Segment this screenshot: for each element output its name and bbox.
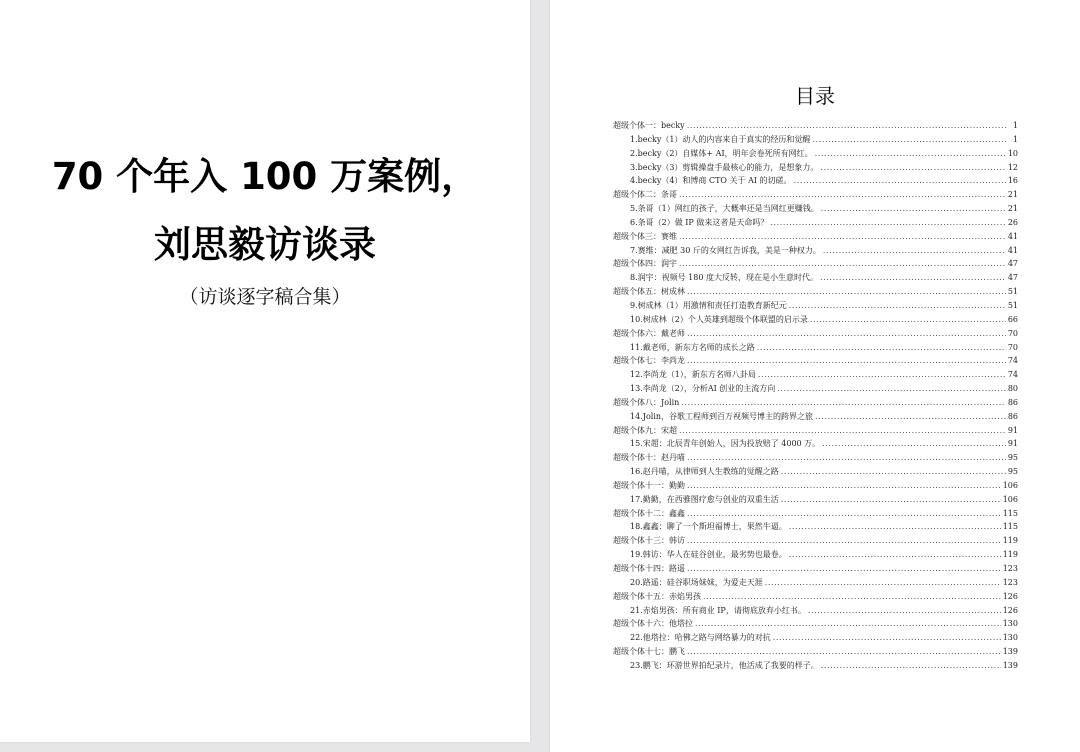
toc-entry-number: 22. — [630, 633, 643, 643]
toc-entry-label: 鹏飞：环游世界拍纪录片，他活成了我要的样子。 — [642, 660, 819, 670]
toc-section[interactable] — [613, 534, 1018, 548]
toc-entry-label: 戴老师，新东方名师的成长之路 — [642, 342, 755, 352]
toc-entry[interactable] — [613, 271, 1018, 285]
toc-page-number: 16 — [1007, 176, 1018, 186]
toc-entry-label: 超级个体四：润宇 — [613, 259, 677, 269]
toc-leader-dots — [695, 617, 1001, 631]
toc-entry-number: 16. — [630, 467, 643, 477]
toc-leader-dots — [808, 604, 1001, 618]
toc-entry[interactable] — [613, 161, 1018, 175]
toc-leader-dots — [679, 230, 1006, 244]
toc-leader-dots — [820, 161, 1005, 175]
cover-title-line2: 刘思毅访谈录 — [154, 223, 376, 266]
toc-entry-number: 19. — [630, 550, 643, 560]
toc-entry-number: 15. — [630, 439, 643, 449]
toc-section[interactable] — [613, 451, 1018, 465]
toc-entry[interactable] — [613, 244, 1018, 258]
toc-page-number: 86 — [1007, 411, 1018, 421]
toc-entry[interactable] — [613, 604, 1018, 618]
toc-leader-dots — [820, 271, 1006, 285]
toc-leader-dots — [758, 368, 1006, 382]
toc-entry-label: 路遥：硅谷职场妹妹，为爱走天涯 — [642, 577, 763, 587]
toc-leader-dots — [765, 576, 1001, 590]
toc-section[interactable] — [613, 230, 1018, 244]
toc-section[interactable] — [613, 188, 1018, 202]
toc-entry[interactable] — [613, 133, 1018, 147]
toc-page-number: 123 — [1002, 577, 1018, 587]
toc-page-number: 115 — [1002, 522, 1018, 532]
toc-entry-label: 超级个体三：赛维 — [613, 231, 677, 241]
toc-entry-label: 李尚龙（1），新东方名师八卦局 — [642, 370, 756, 380]
toc-page-number: 119 — [1002, 536, 1018, 546]
toc-page-number: 1 — [1012, 134, 1018, 144]
toc-leader-dots — [681, 396, 1006, 410]
toc-page-number: 95 — [1007, 453, 1018, 463]
toc-entry-number: 2. — [630, 148, 638, 158]
toc-section[interactable] — [613, 354, 1018, 368]
toc-entry-label: 赵丹喵，从律师到人生教练的觉醒之路 — [642, 467, 779, 477]
toc-entry[interactable] — [613, 576, 1018, 590]
toc-entry-label: 赛维：减肥 30 斤的女网红告诉我，美是一种权力。 — [637, 245, 821, 255]
cover-title-line1: 70 个年入 100 万案例， — [51, 155, 479, 198]
toc-entry-label: 超级个体十四：路遥 — [613, 564, 685, 573]
toc-entry-number: 18. — [630, 522, 643, 532]
toc-entry-label: 润宇：视频号 180 度大反转，现在是小生意时代。 — [637, 273, 818, 283]
toc-leader-dots — [815, 147, 1006, 161]
toc-entry[interactable] — [613, 147, 1018, 161]
toc-page-number: 126 — [1002, 591, 1018, 601]
toc-leader-dots — [789, 299, 1006, 313]
toc-leader-dots — [781, 465, 1006, 479]
toc-page-number: 106 — [1002, 480, 1018, 490]
toc-entry-number: 3. — [630, 162, 638, 172]
toc-page-number: 91 — [1007, 439, 1018, 449]
toc-leader-dots — [823, 244, 1006, 258]
toc-entry[interactable] — [613, 410, 1018, 424]
toc-entry-label: 条哥（2）做 IP 做来这者是天命吗？ — [637, 217, 769, 227]
toc-page-number: 139 — [1002, 647, 1018, 657]
toc-page-number: 74 — [1007, 356, 1018, 366]
toc-section[interactable] — [613, 285, 1018, 299]
toc-page-number: 74 — [1007, 370, 1018, 380]
toc-entry[interactable] — [613, 437, 1018, 451]
cover-page — [0, 0, 530, 742]
toc-entry-label: 李尚龙（2），分析AI 创业的主流方向 — [642, 384, 776, 394]
toc-page-number: 86 — [1007, 397, 1018, 407]
toc-entry-number: 13. — [630, 384, 643, 394]
toc-page-number: 80 — [1007, 384, 1018, 394]
toc-leader-dots — [810, 313, 1006, 327]
toc-leader-dots — [679, 188, 1006, 202]
toc-page-number: 51 — [1007, 300, 1018, 310]
toc-entry-number: 17. — [630, 494, 643, 504]
toc-section[interactable] — [613, 396, 1018, 410]
toc-entry-label: 鑫鑫：聊了一个斯坦福博士，果然牛逼。 — [642, 522, 787, 532]
toc-entry-number: 20. — [630, 577, 643, 587]
toc-leader-dots — [687, 119, 1006, 133]
toc-entry-label: 赤焰男孩：所有商业 IP，请彻底放弃小红书。 — [642, 605, 806, 615]
toc-page-number: 139 — [1002, 660, 1018, 670]
toc-entry[interactable] — [613, 341, 1018, 355]
toc-section[interactable] — [613, 617, 1018, 631]
toc-leader-dots — [687, 534, 1001, 548]
toc-page-number: 91 — [1007, 425, 1018, 435]
toc-section[interactable] — [613, 119, 1018, 133]
toc-leader-dots — [789, 548, 1001, 562]
toc-leader-dots — [687, 479, 1001, 493]
toc-page-number: 66 — [1007, 314, 1018, 324]
toc-leader-dots — [821, 202, 1006, 216]
toc-page-number: 51 — [1007, 287, 1018, 297]
toc-entry-label: becky（2）自媒体+ AI，明年会卷死所有网红。 — [637, 148, 813, 158]
toc-entry[interactable] — [613, 202, 1018, 216]
toc-page-number: 119 — [1002, 550, 1018, 560]
toc-page-number: 26 — [1007, 217, 1018, 227]
toc-entry-number: 8. — [630, 273, 638, 283]
toc-section[interactable] — [613, 645, 1018, 659]
toc-heading: 目录 — [795, 84, 835, 108]
toc-entry[interactable] — [613, 659, 1018, 673]
toc-entry-number: 9. — [630, 300, 638, 310]
toc-entry-number: 23. — [630, 660, 643, 670]
toc-entry-label: 超级个体一：becky — [613, 121, 685, 130]
toc-list — [613, 119, 1018, 673]
toc-entry-label: 超级个体十三：韩访 — [613, 536, 685, 546]
toc-entry-label: 他塔拉：哈佛之路与网络暴力的对抗 — [642, 633, 771, 643]
toc-entry-number: 6. — [630, 217, 638, 227]
toc-entry-label: 勤勤，在西雅图疗愈与创业的双重生活 — [642, 494, 779, 504]
toc-entry[interactable] — [613, 313, 1018, 327]
toc-section[interactable] — [613, 479, 1018, 493]
toc-leader-dots — [687, 645, 1001, 659]
toc-leader-dots — [815, 410, 1006, 424]
toc-entry[interactable] — [613, 520, 1018, 534]
toc-page-number: 95 — [1007, 467, 1018, 477]
toc-entry-label: 超级个体七：李尚龙 — [613, 356, 685, 366]
toc-entry-label: 超级个体八：Jolin — [613, 397, 680, 407]
toc-section[interactable] — [613, 590, 1018, 604]
toc-entry-label: 超级个体十：赵丹喵 — [613, 453, 685, 463]
toc-page-number: 12 — [1007, 162, 1018, 172]
toc-entry-number: 4. — [630, 176, 638, 186]
toc-entry-number: 1. — [630, 134, 638, 144]
toc-entry-number: 12. — [630, 370, 643, 380]
toc-leader-dots — [812, 133, 1006, 147]
toc-leader-dots — [777, 382, 1006, 396]
toc-page-number: 70 — [1007, 342, 1018, 352]
toc-leader-dots — [794, 174, 1006, 188]
toc-entry[interactable] — [613, 299, 1018, 313]
toc-leader-dots — [687, 562, 1001, 576]
toc-entry-label: 树成林（1）用激情和责任打造教育新纪元 — [637, 300, 787, 310]
toc-entry[interactable] — [613, 465, 1018, 479]
toc-entry-label: becky（3）剪辑操盘手最核心的能力，是想象力。 — [637, 162, 819, 172]
toc-entry[interactable] — [613, 382, 1018, 396]
toc-page-number: 115 — [1002, 508, 1018, 518]
toc-entry-label: 超级个体十二：鑫鑫 — [613, 508, 685, 518]
toc-leader-dots — [687, 507, 1001, 521]
toc-section[interactable] — [613, 507, 1018, 521]
toc-leader-dots — [703, 590, 1001, 604]
toc-entry-number: 21. — [630, 605, 643, 615]
toc-page-number: 47 — [1007, 273, 1018, 283]
toc-entry-number: 7. — [630, 245, 638, 255]
toc-page-number: 123 — [1002, 564, 1018, 573]
toc-leader-dots — [773, 631, 1001, 645]
toc-entry[interactable] — [613, 174, 1018, 188]
toc-entry-label: 韩访：华人在硅谷创业，最劣势也最卷。 — [642, 550, 787, 560]
toc-entry-number: 5. — [630, 204, 638, 214]
toc-entry-label: 超级个体十五：赤焰男孩 — [613, 591, 701, 601]
toc-entry-label: becky（1）动人的内容来自于真实的经历和觉醒 — [637, 134, 811, 144]
toc-entry-label: 超级个体九：宋超 — [613, 425, 677, 435]
toc-leader-dots — [687, 285, 1006, 299]
toc-page-number: 21 — [1007, 204, 1018, 214]
toc-page-number: 70 — [1007, 328, 1018, 338]
toc-entry-label: becky（4）和博商 CTO 关于 AI 的切磋。 — [637, 176, 792, 186]
toc-page-number: 41 — [1007, 231, 1018, 241]
toc-entry-label: 条哥（1）网红的孩子，大概率还是当网红更赚钱。 — [637, 204, 819, 214]
toc-entry-label: 超级个体十六：他塔拉 — [613, 619, 693, 629]
toc-leader-dots — [822, 437, 1006, 451]
toc-entry-label: 超级个体二：条哥 — [613, 190, 677, 200]
toc-entry-label: Jolin，谷歌工程师到百万视频号博主的跨界之旅 — [642, 411, 814, 421]
toc-page-number: 1 — [1012, 121, 1018, 130]
toc-page-number: 106 — [1002, 494, 1018, 504]
toc-entry-label: 超级个体十七：鹏飞 — [613, 647, 685, 657]
toc-leader-dots — [789, 520, 1001, 534]
toc-entry[interactable] — [613, 493, 1018, 507]
toc-page-number: 21 — [1007, 190, 1018, 200]
toc-page-number: 126 — [1002, 605, 1018, 615]
toc-leader-dots — [770, 216, 1005, 230]
toc-section[interactable] — [613, 424, 1018, 438]
toc-leader-dots — [679, 257, 1006, 271]
toc-leader-dots — [757, 341, 1006, 355]
toc-leader-dots — [679, 424, 1006, 438]
toc-leader-dots — [687, 451, 1006, 465]
toc-page-number: 130 — [1002, 633, 1018, 643]
toc-entry-number: 10. — [630, 314, 643, 324]
toc-entry-number: 14. — [630, 411, 643, 421]
toc-entry[interactable] — [613, 216, 1018, 230]
toc-entry-number: 11. — [630, 342, 643, 352]
toc-leader-dots — [687, 354, 1006, 368]
toc-entry[interactable] — [613, 368, 1018, 382]
toc-section[interactable] — [613, 327, 1018, 341]
toc-page-number: 41 — [1007, 245, 1018, 255]
toc-section[interactable] — [613, 257, 1018, 271]
toc-entry[interactable] — [613, 631, 1018, 645]
toc-entry-label: 超级个体十一：勤勤 — [613, 480, 685, 490]
toc-page — [550, 0, 1080, 752]
toc-page-number: 47 — [1007, 259, 1018, 269]
toc-entry-label: 超级个体六：戴老师 — [613, 328, 685, 338]
toc-entry-label: 宋超：北辰青年创始人，因为投放赔了 4000 万。 — [642, 439, 821, 449]
toc-page-number: 130 — [1002, 619, 1018, 629]
toc-page-number: 10 — [1007, 148, 1018, 158]
toc-leader-dots — [821, 659, 1001, 673]
toc-entry-label: 超级个体五：树成林 — [613, 287, 685, 297]
toc-entry-label: 树成林（2）个人英雄到超级个体联盟的启示录 — [642, 314, 808, 324]
toc-section[interactable] — [613, 562, 1018, 576]
toc-leader-dots — [781, 493, 1001, 507]
toc-leader-dots — [687, 327, 1006, 341]
toc-entry[interactable] — [613, 548, 1018, 562]
cover-subtitle: （访谈逐字稿合集） — [179, 286, 351, 308]
